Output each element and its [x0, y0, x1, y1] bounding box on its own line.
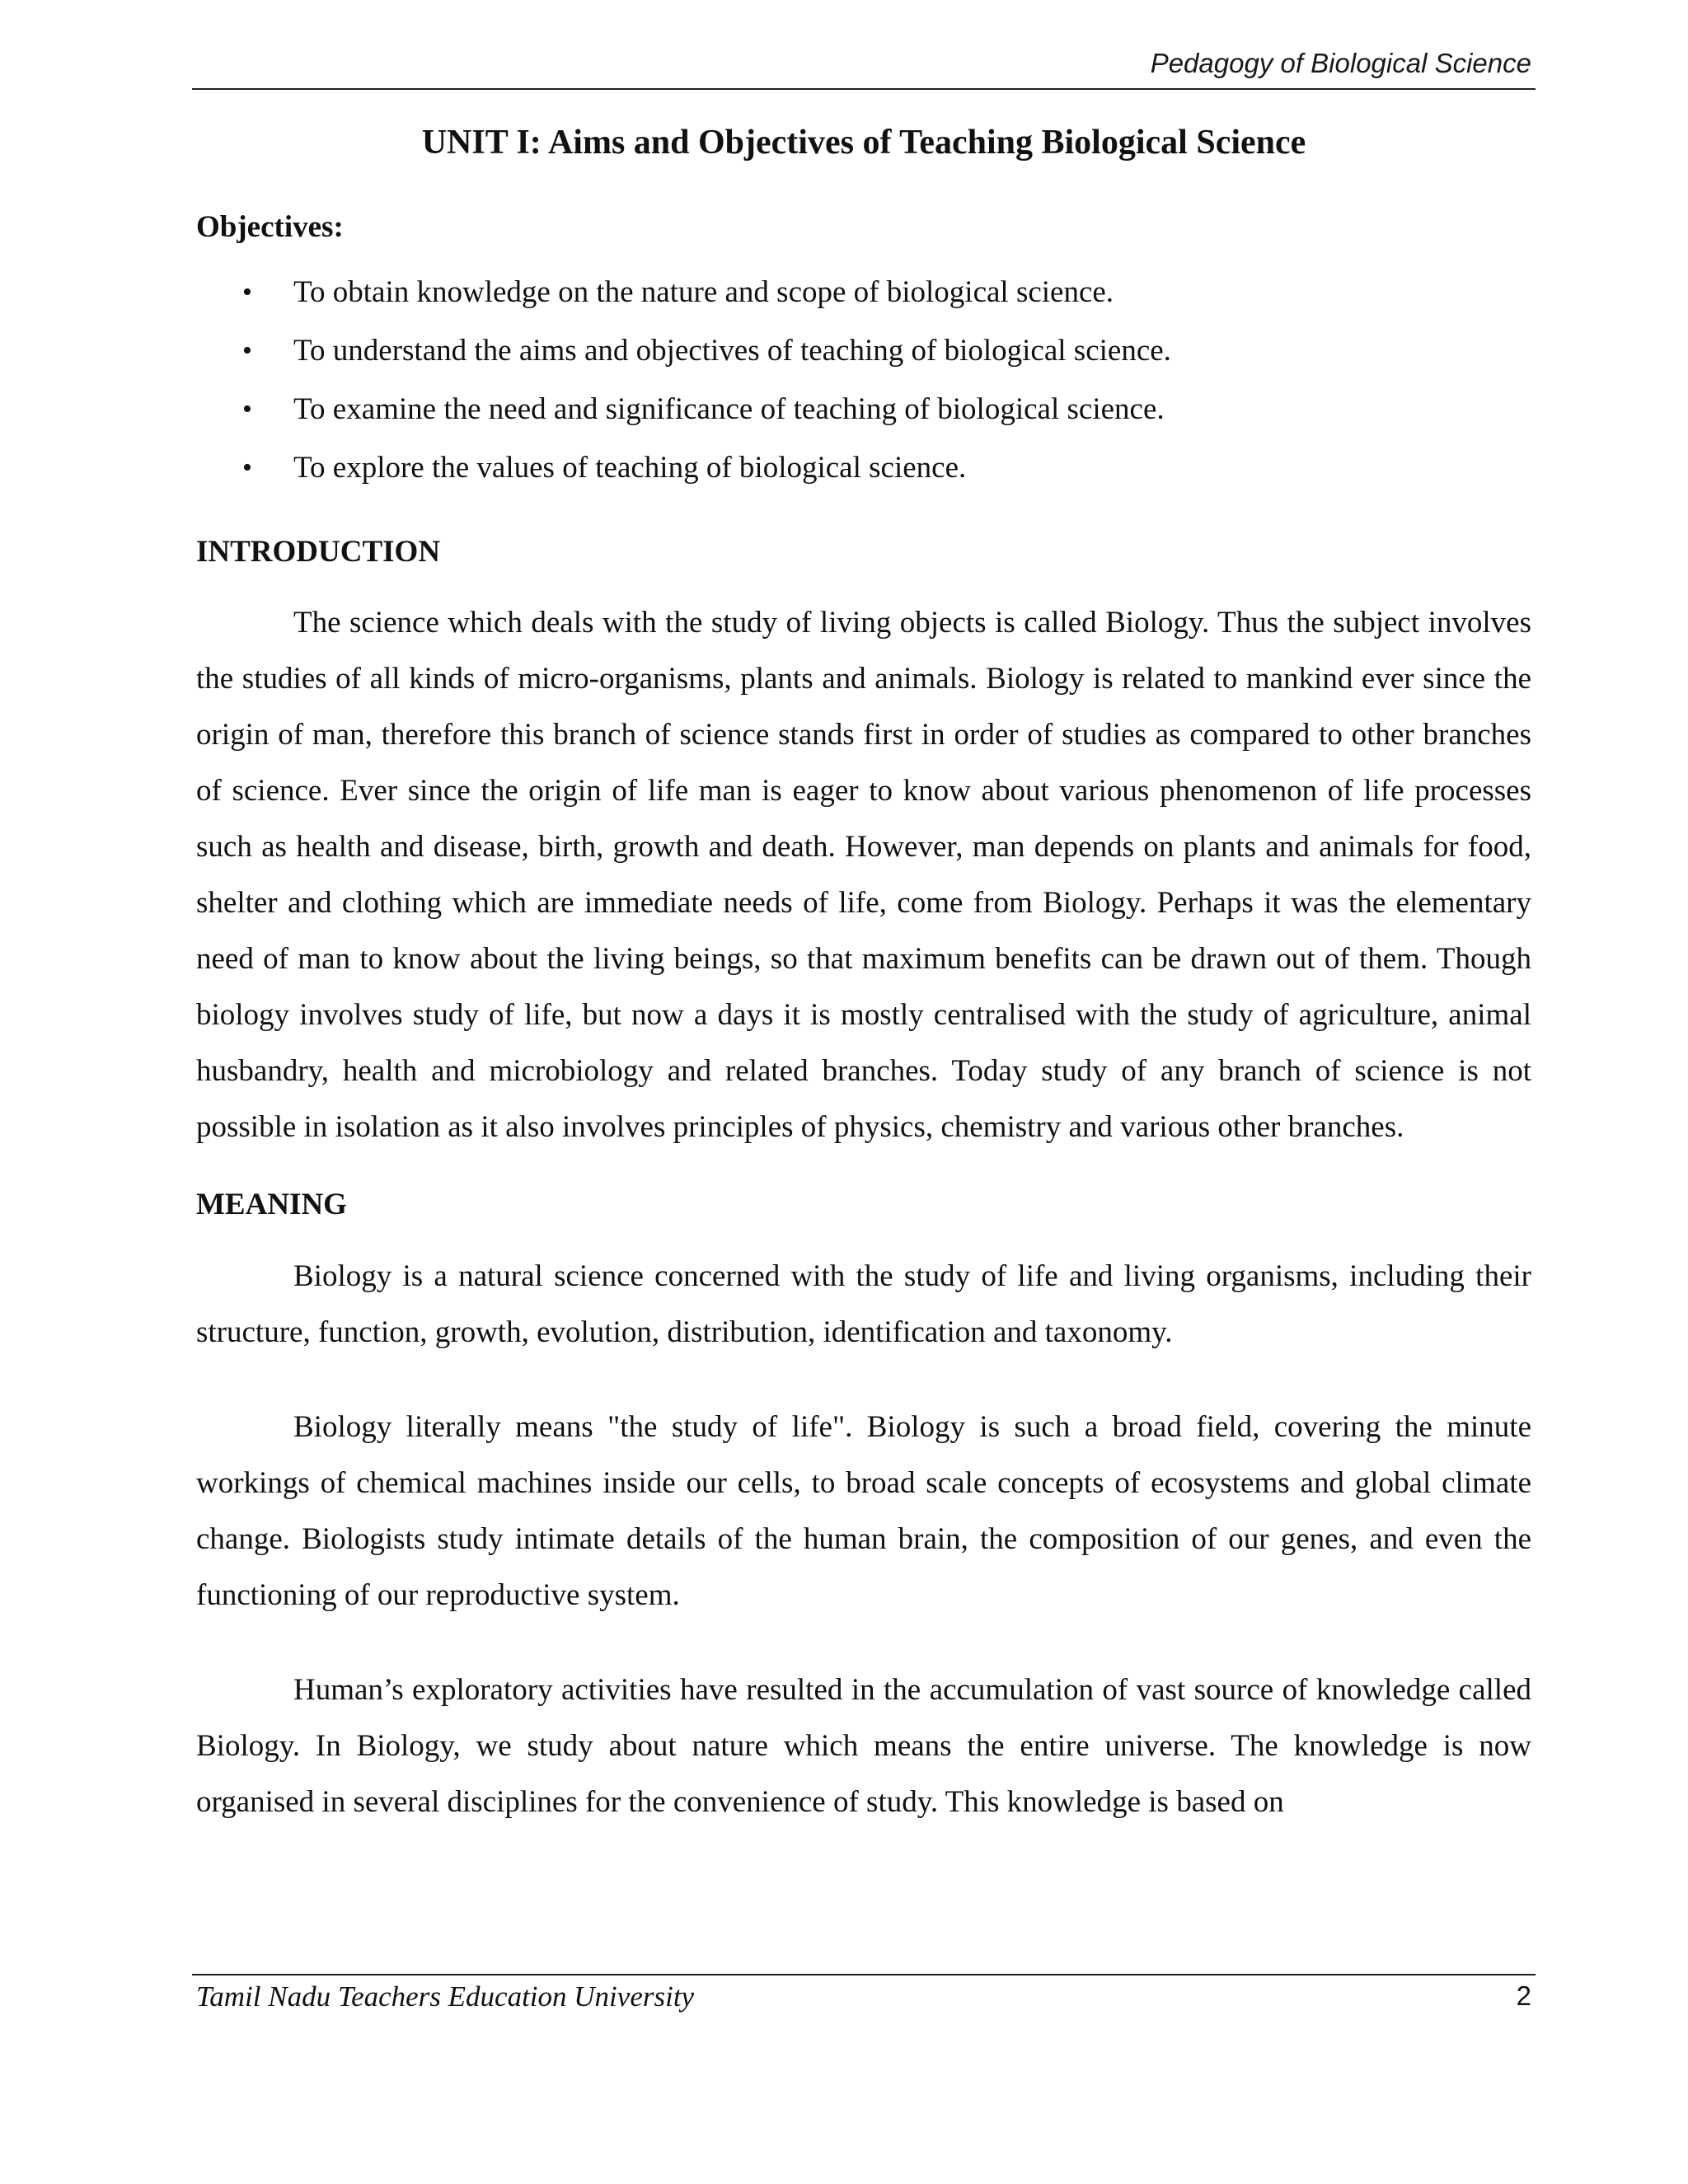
page-number: 2 [1516, 1980, 1531, 2011]
objective-text: To understand the aims and objectives of teaching of biological science. [293, 333, 1171, 368]
objective-text: To examine the need and significance of teaching of biological science. [293, 391, 1165, 426]
introduction-heading: INTRODUCTION [196, 534, 441, 569]
meaning-paragraph: Biology literally means "the study of life". Biology is such a broad field, covering the minute workings of chemical machines inside our cells, to broad scale concepts of ecosystems and global climate change. Biologists study intimate details of the human brain, the composition of our genes, and even the functioning of our reproductive system. [196, 1409, 1531, 1612]
introduction-paragraph: The science which deals with the study of living objects is called Biology. Thus the subject involves the studies of all kinds of micro-organisms, plants and animals. Biology is related to mankind ever since the origin of man, therefore this branch of science stands first in order of studies as compared to other branches of science. Ever since the origin of life man is eager to know about various phenomenon of life processes such as health and disease, birth, growth and death. However, man depends on plants and animals for food, shelter and clothing which are immediate needs of life, come from Biology. Perhaps it was the elementary need of man to know about the living beings, so that maximum benefits can be drawn out of them. Though biology involves study of life, but now a days it is mostly centralised with the study of agriculture, animal husbandry, health and microbiology and related branches. Today study of any branch of science is not possible in isolation as it also involves principles of physics, chemistry and various other branches. [196, 606, 1531, 1145]
list-item [196, 380, 1531, 438]
bullet-icon: • [242, 393, 252, 424]
unit-title: UNIT I: Aims and Objectives of Teaching Biological Science [421, 124, 1306, 162]
bullet-icon: • [242, 276, 252, 307]
list-item [196, 438, 1531, 497]
page-content [196, 122, 1531, 1830]
objective-text: To obtain knowledge on the nature and scope of biological science. [293, 274, 1114, 309]
list-item [196, 263, 1531, 321]
header-divider [192, 88, 1536, 90]
bullet-icon: • [242, 335, 252, 366]
meaning-paragraph: Biology is a natural science concerned with the study of life and living organisms, including their structure, function, growth, evolution, distribution, identification and taxonomy. [196, 1258, 1531, 1349]
meaning-paragraph: Human’s exploratory activities have resulted in the accumulation of vast source of knowledge called Biology. In Biology, we study about nature which means the entire universe. The knowledge is now organised in several disciplines for the convenience of study. This knowledge is based on [196, 1672, 1531, 1819]
objectives-list [196, 263, 1531, 497]
running-header: Pedagogy of Biological Science [1150, 48, 1531, 78]
objectives-heading: Objectives: [196, 210, 344, 245]
bullet-icon: • [242, 452, 252, 483]
footer-institution: Tamil Nadu Teachers Education University [196, 1980, 695, 2013]
footer-divider [192, 1974, 1536, 1975]
objective-text: To explore the values of teaching of biological science. [293, 450, 967, 485]
list-item [196, 321, 1531, 380]
meaning-heading: MEANING [196, 1188, 347, 1222]
